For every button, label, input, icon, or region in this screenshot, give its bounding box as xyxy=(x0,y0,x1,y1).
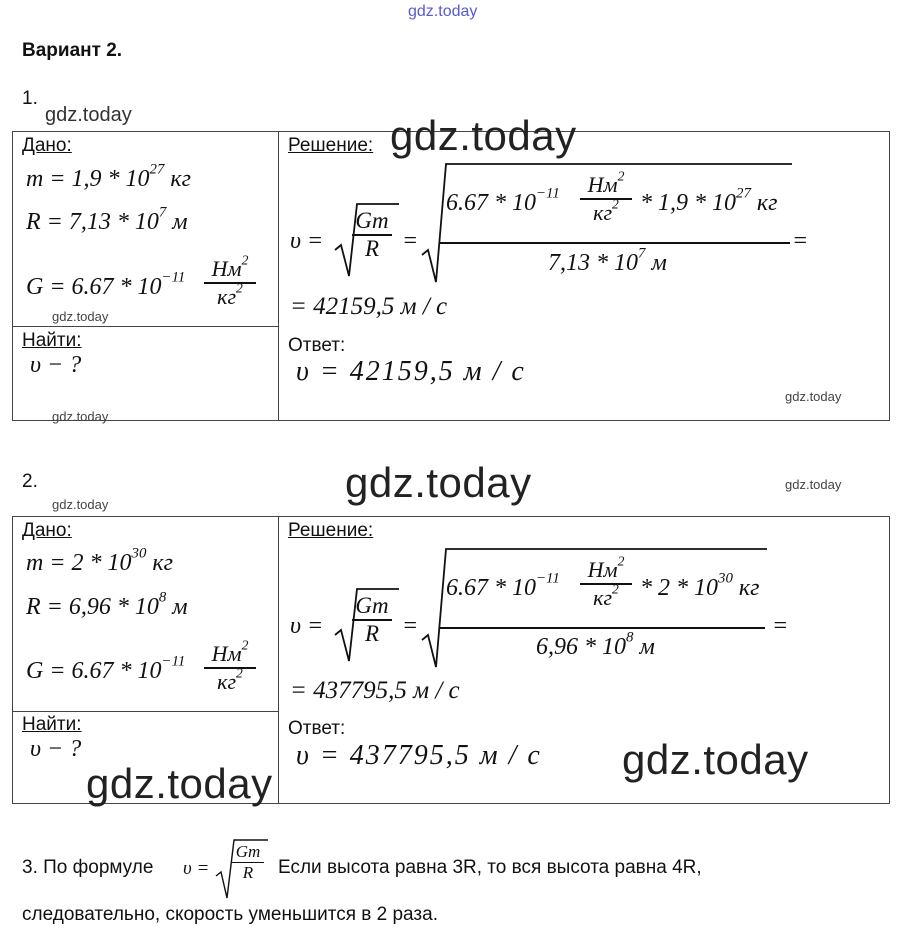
watermark-p2-small-b: gdz.today xyxy=(785,477,842,492)
problem2-given-G: $G = 6.67 * 10^{-11}$ xyxy=(26,653,186,684)
problem2-find: υ − ? xyxy=(30,736,82,762)
watermark-p2-big-answer: gdz.today xyxy=(622,736,809,783)
problem2-find-label: Найти: xyxy=(22,714,82,735)
problem2-answer-label: Ответ: xyxy=(288,718,346,739)
problem3-text-after: Если высота равна 3R, то вся высота равна 4R, xyxy=(278,857,702,878)
problem3-intro: 3. По формуле xyxy=(22,857,154,878)
problem1-sub-fraction-bar xyxy=(440,242,790,244)
watermark-p1-small-c: gdz.today xyxy=(785,389,842,404)
problem1-answer-label: Ответ: xyxy=(288,335,346,356)
problem1-divider-vertical xyxy=(278,131,279,421)
problem1-given-label: Дано: xyxy=(22,135,72,156)
problem2-answer: υ = 437795,5 м / с xyxy=(296,740,542,771)
problem2-sub-numerator-a: $6.67 * 10^{-11}$ xyxy=(446,570,560,601)
problem1-formula-lhs: υ = xyxy=(290,228,324,254)
problem2-number: 2. xyxy=(22,471,38,492)
problem1-find: υ − ? xyxy=(30,352,82,378)
problem2-formula-lhs: υ = xyxy=(290,613,324,639)
problem2-sub-numerator-b: * $2 * 10^{30}$ кг xyxy=(640,570,760,601)
watermark-p1-big: gdz.today xyxy=(390,112,577,159)
problem2-divider-vertical xyxy=(278,516,279,804)
problem2-sub-unit-fraction: $Нм^2$ $кг^2$ xyxy=(580,557,632,611)
problem1-sub-unit-fraction: $Нм^2$ $кг^2$ xyxy=(580,172,632,226)
problem2-given-label: Дано: xyxy=(22,520,72,541)
watermark-p1-header: gdz.today xyxy=(45,104,132,126)
problem1-given-m: $m = 1,9 * 10^{27}$ кг xyxy=(26,161,191,192)
problem2-result: = 437795,5 м / с xyxy=(290,677,460,704)
problem1-find-label: Найти: xyxy=(22,330,82,351)
problem2-given-G-unit: $Нм^2$ $кг^2$ xyxy=(204,641,256,695)
problem2-given-m: $m = 2 * 10^{30}$ кг xyxy=(26,545,173,576)
problem2-given-R: $R = 6,96 * 10^8$ м xyxy=(26,589,188,620)
problem3-line2: следовательно, скорость уменьшится в 2 раза. xyxy=(22,904,438,925)
problem1-given-G-unit: $Нм^2$ $кг^2$ xyxy=(204,256,256,310)
problem2-divider-horizontal xyxy=(12,711,278,712)
problem1-eq-end: = xyxy=(792,228,809,254)
problem1-given-R: $R = 7,13 * 10^7$ м xyxy=(26,204,188,235)
watermark-top: gdz.today xyxy=(408,3,478,20)
problem1-result: = 42159,5 м / с xyxy=(290,293,448,320)
problem2-solution-label: Решение: xyxy=(288,520,374,541)
problem1-number: 1. xyxy=(22,88,38,109)
problem1-answer: υ = 42159,5 м / с xyxy=(296,356,526,387)
problem2-sub-denominator: $6,96 * 10^8$ м xyxy=(536,629,655,660)
watermark-p1-small-a: gdz.today xyxy=(52,309,109,324)
problem1-sub-numerator-a: $6.67 * 10^{-11}$ xyxy=(446,185,560,216)
watermark-p1-small-b: gdz.today xyxy=(52,409,109,424)
problem1-sub-numerator-b: * $1,9 * 10^{27}$ кг xyxy=(640,185,778,216)
problem1-eq: = xyxy=(402,228,419,254)
problem2-eq-end: = xyxy=(772,613,789,639)
problem2-formula-fraction: Gm R xyxy=(352,593,392,647)
problem1-given-G: $G = 6.67 * 10^{-11}$ xyxy=(26,269,186,300)
problem3-formula-lhs: υ = xyxy=(183,858,210,879)
page-heading: Вариант 2. xyxy=(22,40,123,61)
problem3-formula-fraction: Gm R xyxy=(232,842,264,883)
watermark-p2-big-left: gdz.today xyxy=(86,760,273,807)
problem1-formula-fraction: Gm R xyxy=(352,208,392,262)
problem1-solution-label: Решение: xyxy=(288,135,374,156)
problem2-eq: = xyxy=(402,613,419,639)
problem2-sub-fraction-bar xyxy=(440,627,765,629)
watermark-p2-small-a: gdz.today xyxy=(52,497,109,512)
problem1-divider-horizontal xyxy=(12,326,278,327)
problem1-sub-denominator: $7,13 * 10^7$ м xyxy=(548,245,667,276)
watermark-p2-big: gdz.today xyxy=(345,459,532,506)
